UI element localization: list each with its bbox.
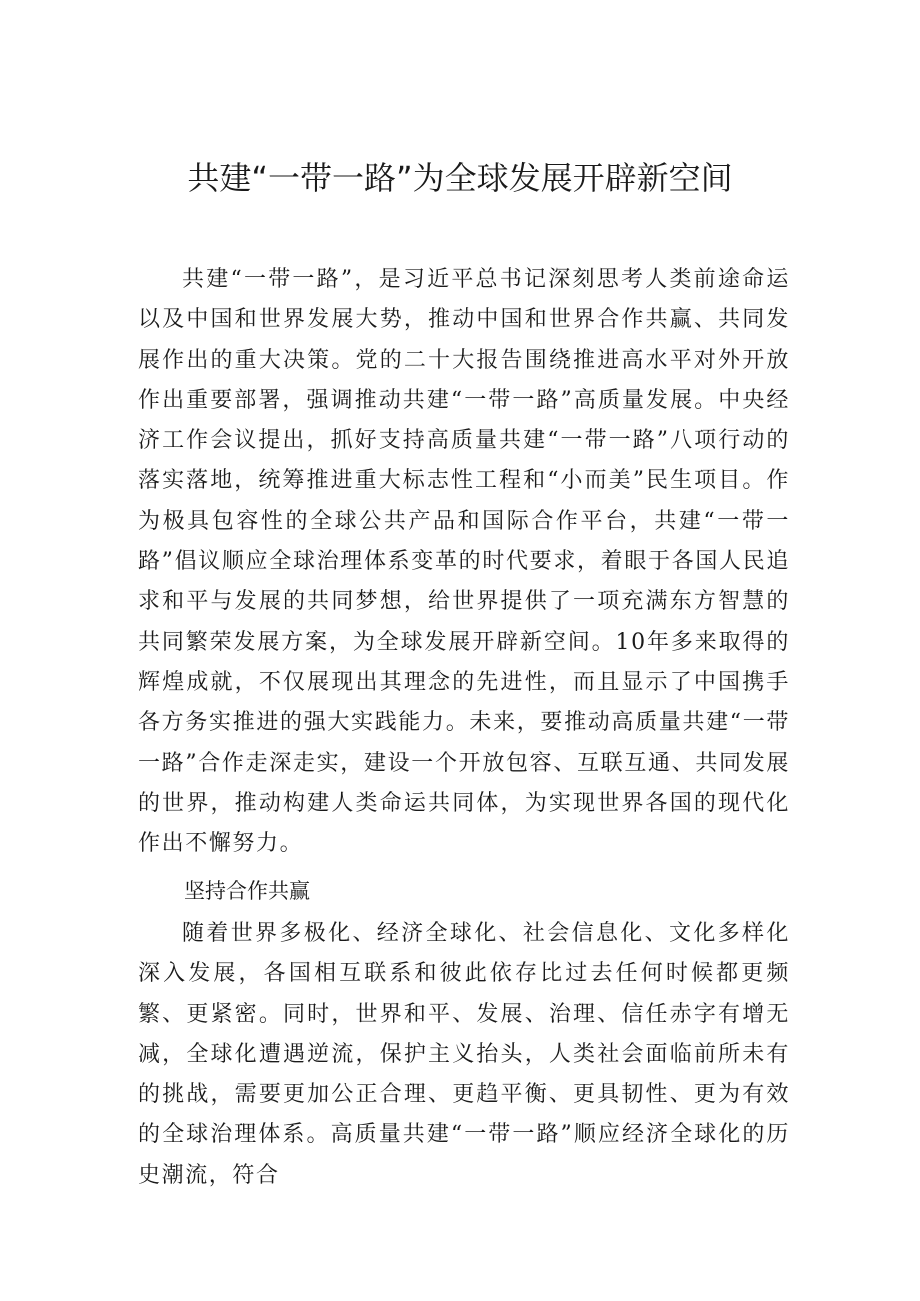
body-paragraph-1: 共建“一带一路”，是习近平总书记深刻思考人类前途命运以及中国和世界发展大势，推动中国和世界合作共赢、共同发展作出的重大决策。党的二十大报告围绕推进高水平对外开放作出重要部署，强调推动共建“一带一路”高质量发展。中央经济工作会议提出，抓好支持高质量共建“一带一路”八项行动的落实落地，统筹推进重大标志性工程和“小而美”民生项目。作为极具包容性的全球公共产品和国际合作平台，共建“一带一路”倡议顺应全球治理体系变革的时代要求，着眼于各国人民追求和平与发展的共同梦想，给世界提供了一项充满东方智慧的共同繁荣发展方案，为全球发展开辟新空间。10年多来取得的辉煌成就，不仅展现出其理念的先进性，而且显示了中国携手各方务实推进的强大实践能力。未来，要推动高质量共建“一带一路”合作走深走实，建设一个开放包容、互联互通、共同发展的世界，推动构建人类命运共同体，为实现世界各国的现代化作出不懈努力。 [138,267,790,857]
document-title: 共建“一带一路”为全球发展开辟新空间 [187,159,733,197]
section-heading: 坚持合作共赢 [184,879,310,903]
body-paragraph-2: 随着世界多极化、经济全球化、社会信息化、文化多样化深入发展，各国相互联系和彼此依存比过去任何时候都更频繁、更紧密。同时，世界和平、发展、治理、信任赤字有增无减，全球化遭遇逆流，保护主义抬头，人类社会面临前所未有的挑战，需要更加公正合理、更趋平衡、更具韧性、更为有效的全球治理体系。高质量共建“一带一路”顺应经济全球化的历史潮流，符合 [138,921,790,1188]
